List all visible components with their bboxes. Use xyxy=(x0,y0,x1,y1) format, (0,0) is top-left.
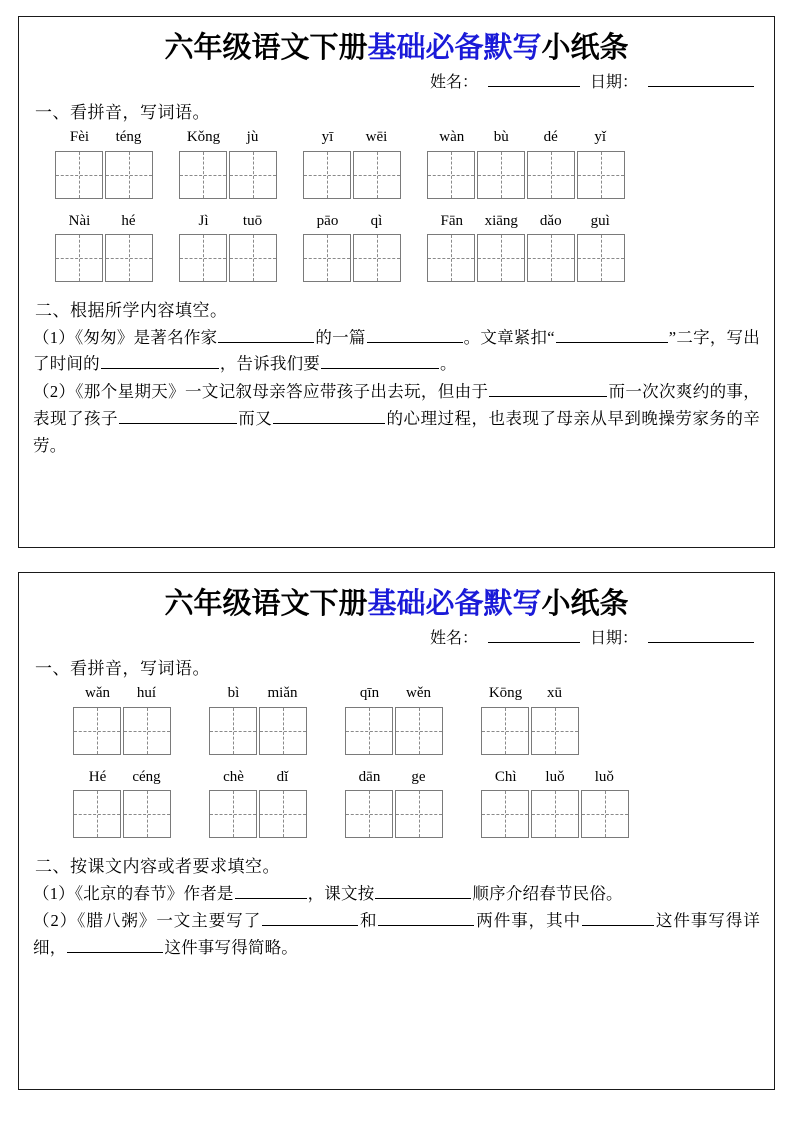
grid-cells xyxy=(179,151,277,199)
name-label: 姓名： xyxy=(429,74,478,92)
writing-cell[interactable] xyxy=(427,151,475,199)
q-text: 而又 xyxy=(237,408,273,428)
pinyin-labels xyxy=(427,211,625,231)
answer-blank[interactable] xyxy=(67,938,163,953)
grid-cells xyxy=(73,707,171,755)
card1-questions xyxy=(33,325,760,460)
pinyin-labels xyxy=(55,127,153,147)
pinyin-syllable: jù xyxy=(246,129,259,146)
pinyin-syllable: Fèi xyxy=(69,129,90,146)
pinyin-syllable: céng xyxy=(132,768,161,785)
pinyin-syllable: yǐ xyxy=(594,129,607,146)
name-input-line[interactable] xyxy=(488,629,580,643)
name-date-row-2 xyxy=(33,625,760,648)
q-text: ，告诉我们要 xyxy=(219,354,321,374)
grid-cells xyxy=(55,151,153,199)
pinyin-labels xyxy=(179,211,277,231)
card1-section2-heading: 二、根据所学内容填空。 xyxy=(35,300,228,320)
name-date-row xyxy=(33,69,760,92)
pinyin-syllable: Kǒng xyxy=(186,129,221,146)
grid-cells xyxy=(209,707,307,755)
pinyin-labels xyxy=(73,767,171,787)
pinyin-group xyxy=(345,683,443,754)
q-text: （1）《北京的春节》作者是 xyxy=(33,883,234,903)
pinyin-group xyxy=(73,683,171,754)
pinyin-syllable: wǎn xyxy=(85,685,110,702)
pinyin-syllable: Chì xyxy=(494,768,517,785)
card1-pinyin-row-2 xyxy=(33,211,760,282)
pinyin-group xyxy=(481,767,629,838)
writing-cell[interactable] xyxy=(105,234,153,282)
name-input-line[interactable] xyxy=(488,73,580,87)
grid-cells xyxy=(481,790,629,838)
name-label: 姓名： xyxy=(429,630,478,648)
writing-cell[interactable] xyxy=(527,151,575,199)
title-segment-highlight: 基础必备默写 xyxy=(367,586,542,620)
writing-cell[interactable] xyxy=(73,707,121,755)
q-text: （1）《匆匆》是著名作家 xyxy=(33,327,218,347)
pinyin-syllable: téng xyxy=(115,129,142,146)
pinyin-syllable: Fān xyxy=(440,212,463,229)
pinyin-syllable: tuō xyxy=(242,212,263,229)
pinyin-group xyxy=(303,211,401,282)
page-title xyxy=(33,29,760,65)
card2-section1-heading: 一、看拼音，写词语。 xyxy=(35,659,210,679)
q-text: 这件事写得详细， xyxy=(33,911,760,958)
card2-pinyin-row-2 xyxy=(33,767,760,838)
pinyin-labels xyxy=(303,127,401,147)
q-text: 的心理过程，也表现了母亲从早到晚操劳家务的辛劳。 xyxy=(33,408,761,455)
card1-section1-heading: 一、看拼音，写词语。 xyxy=(35,103,210,123)
title-segment-suffix: 小纸条 xyxy=(541,586,629,620)
pinyin-syllable: luǒ xyxy=(545,768,565,785)
pinyin-group xyxy=(345,767,443,838)
pinyin-group xyxy=(179,127,277,198)
answer-blank[interactable] xyxy=(378,911,474,926)
q-text: 和 xyxy=(359,911,378,931)
grid-cells xyxy=(345,707,443,755)
answer-blank[interactable] xyxy=(367,328,463,343)
pinyin-syllable: xū xyxy=(547,685,562,702)
answer-blank[interactable] xyxy=(262,911,358,926)
answer-blank[interactable] xyxy=(218,328,314,343)
date-label: 日期： xyxy=(589,630,638,648)
pinyin-syllable: ge xyxy=(411,768,426,785)
pinyin-syllable: dān xyxy=(358,768,381,785)
grid-cells xyxy=(55,234,153,282)
title-segment-highlight: 基础必备默写 xyxy=(367,30,542,64)
pinyin-syllable: wàn xyxy=(439,129,465,146)
card1-question-1 xyxy=(33,325,760,378)
pinyin-syllable: wěn xyxy=(406,685,431,702)
pinyin-syllable: xiāng xyxy=(484,212,518,229)
pinyin-syllable: hé xyxy=(121,212,136,229)
pinyin-labels xyxy=(481,767,629,787)
writing-cell[interactable] xyxy=(303,151,351,199)
writing-cell[interactable] xyxy=(477,234,525,282)
pinyin-labels xyxy=(73,683,171,703)
writing-cell[interactable] xyxy=(577,151,625,199)
answer-blank[interactable] xyxy=(273,409,385,424)
writing-cell[interactable] xyxy=(527,234,575,282)
writing-cell[interactable] xyxy=(259,707,307,755)
grid-cells xyxy=(427,234,625,282)
pinyin-syllable: bù xyxy=(493,129,509,146)
writing-cell[interactable] xyxy=(73,790,121,838)
pinyin-syllable: Kōng xyxy=(488,685,523,702)
pinyin-syllable: yī xyxy=(321,129,334,146)
pinyin-labels xyxy=(209,767,307,787)
pinyin-syllable: dǎo xyxy=(539,212,562,229)
title-segment-grade: 六年级语文下册 xyxy=(164,586,368,620)
answer-blank[interactable] xyxy=(582,911,654,926)
card2-questions xyxy=(33,881,760,962)
pinyin-syllable: qīn xyxy=(359,685,380,702)
writing-cell[interactable] xyxy=(477,151,525,199)
writing-cell[interactable] xyxy=(229,234,277,282)
q-text: 顺序介绍春节民俗。 xyxy=(472,883,623,903)
pinyin-labels xyxy=(345,683,443,703)
pinyin-syllable: huí xyxy=(136,685,157,702)
q-text: （2）《腊八粥》一文主要写了 xyxy=(33,911,262,931)
date-label: 日期： xyxy=(589,74,638,92)
grid-cells xyxy=(427,151,625,199)
answer-blank[interactable] xyxy=(375,884,471,899)
pinyin-syllable: guì xyxy=(590,212,610,229)
pinyin-group xyxy=(55,127,153,198)
title-segment-suffix: 小纸条 xyxy=(541,30,629,64)
worksheet-card-2 xyxy=(18,572,775,1090)
writing-cell[interactable] xyxy=(345,707,393,755)
q-text: 两件事，其中 xyxy=(475,911,582,931)
card2-section2-heading: 二、按课文内容或者要求填空。 xyxy=(35,856,280,876)
pinyin-syllable: Jì xyxy=(198,212,209,229)
pinyin-group xyxy=(303,127,401,198)
pinyin-syllable: miǎn xyxy=(267,685,298,702)
page-title-2 xyxy=(33,585,760,621)
writing-cell[interactable] xyxy=(531,707,579,755)
answer-blank[interactable] xyxy=(321,354,439,369)
pinyin-syllable: Nài xyxy=(68,212,91,229)
writing-cell[interactable] xyxy=(209,790,257,838)
card1-question-2 xyxy=(33,379,760,459)
pinyin-labels xyxy=(303,211,401,231)
answer-blank[interactable] xyxy=(119,409,237,424)
pinyin-syllable: luǒ xyxy=(594,768,614,785)
grid-cells xyxy=(73,790,171,838)
q-text: ”二字，写出了时间的 xyxy=(33,327,760,374)
pinyin-syllable: qì xyxy=(370,212,383,229)
writing-cell[interactable] xyxy=(105,151,153,199)
writing-cell[interactable] xyxy=(345,790,393,838)
pinyin-labels xyxy=(481,683,579,703)
pinyin-labels xyxy=(179,127,277,147)
q-text: ，课文按 xyxy=(307,883,375,903)
pinyin-syllable: wēi xyxy=(365,129,388,146)
date-input-line[interactable] xyxy=(648,629,754,643)
pinyin-syllable: pāo xyxy=(316,212,339,229)
q-text: 而一次次爽约的事，表现了孩子 xyxy=(33,382,760,428)
q-text: 。文章紧扣“ xyxy=(463,327,555,347)
pinyin-syllable: dǐ xyxy=(276,768,289,785)
writing-cell[interactable] xyxy=(259,790,307,838)
writing-cell[interactable] xyxy=(353,234,401,282)
grid-cells xyxy=(303,234,401,282)
writing-cell[interactable] xyxy=(55,151,103,199)
pinyin-syllable: dé xyxy=(543,129,558,146)
writing-cell[interactable] xyxy=(531,790,579,838)
date-input-line[interactable] xyxy=(648,73,754,87)
grid-cells xyxy=(303,151,401,199)
pinyin-group xyxy=(427,127,625,198)
grid-cells xyxy=(481,707,579,755)
writing-cell[interactable] xyxy=(395,790,443,838)
writing-cell[interactable] xyxy=(395,707,443,755)
writing-cell[interactable] xyxy=(123,790,171,838)
q-text: 。 xyxy=(440,354,457,374)
title-segment-grade: 六年级语文下册 xyxy=(164,30,368,64)
card2-question-1 xyxy=(33,881,760,908)
writing-cell[interactable] xyxy=(209,707,257,755)
pinyin-labels xyxy=(345,767,443,787)
pinyin-syllable: bì xyxy=(227,685,240,702)
answer-blank[interactable] xyxy=(556,328,668,343)
answer-blank[interactable] xyxy=(101,354,219,369)
writing-cell[interactable] xyxy=(427,234,475,282)
writing-cell[interactable] xyxy=(353,151,401,199)
pinyin-group xyxy=(179,211,277,282)
writing-cell[interactable] xyxy=(179,234,227,282)
writing-cell[interactable] xyxy=(179,151,227,199)
pinyin-labels xyxy=(209,683,307,703)
q-text: （2）《那个星期天》一文记叙母亲答应带孩子出去玩，但由于 xyxy=(33,382,489,402)
pinyin-syllable: Hé xyxy=(88,768,107,785)
pinyin-group xyxy=(427,211,625,282)
pinyin-labels xyxy=(427,127,625,147)
pinyin-group xyxy=(73,767,171,838)
pinyin-group xyxy=(55,211,153,282)
pinyin-labels xyxy=(55,211,153,231)
pinyin-group xyxy=(209,767,307,838)
grid-cells xyxy=(345,790,443,838)
card2-question-2 xyxy=(33,908,760,961)
answer-blank[interactable] xyxy=(489,382,607,397)
q-text: 的一篇 xyxy=(315,327,366,347)
writing-cell[interactable] xyxy=(123,707,171,755)
pinyin-group xyxy=(481,683,579,754)
pinyin-syllable: chè xyxy=(223,768,244,785)
answer-blank[interactable] xyxy=(235,884,307,899)
q-text: 这件事写得简略。 xyxy=(164,938,299,958)
grid-cells xyxy=(209,790,307,838)
grid-cells xyxy=(179,234,277,282)
writing-cell[interactable] xyxy=(577,234,625,282)
card2-pinyin-row-1 xyxy=(33,683,760,754)
worksheet-card-1 xyxy=(18,16,775,548)
writing-cell[interactable] xyxy=(581,790,629,838)
writing-cell[interactable] xyxy=(481,790,529,838)
pinyin-group xyxy=(209,683,307,754)
writing-cell[interactable] xyxy=(303,234,351,282)
card1-pinyin-row-1 xyxy=(33,127,760,198)
writing-cell[interactable] xyxy=(229,151,277,199)
writing-cell[interactable] xyxy=(481,707,529,755)
writing-cell[interactable] xyxy=(55,234,103,282)
